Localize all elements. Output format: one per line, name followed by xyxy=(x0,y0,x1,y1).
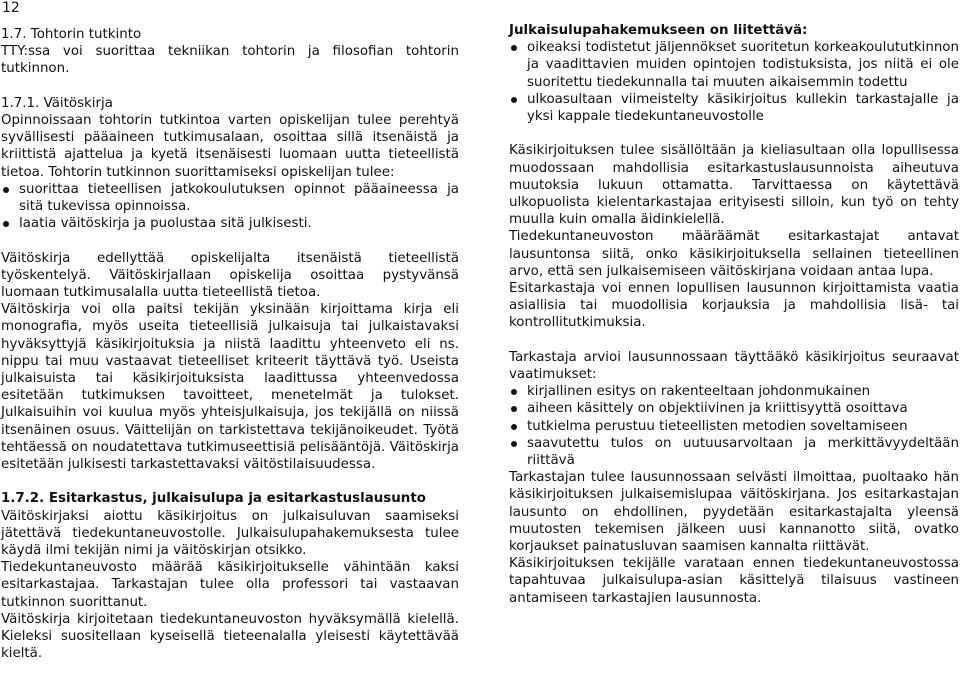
dissertation-paragraph-3: Väitöskirja voi olla paitsi tekijän yksinään kirjoittama kirja eli monografia, myös useita tieteellisiä julkaisuja tai julkaistavaksi hyväksyttyjä käsikirjoituksia ja niistä laadittu yhteenveto eli ns. nippu tai muu vastaavat tieteelliset kriteerit täyttävä työ. Useista julkaisuista tai käsikirjoituksista laadittussa yhteenvedossa esitetään tutkimuksen tavoitteet, menetelmät ja tulokset. Julkaisuihin voi kuulua myös yhteisjulkaisuja, jos tekijällä on niissä itsenäinen osuus. Väittelijän on tarkistettava tekijänoikeudet. Työtä tehtäessä on noudatettava tutkimuseettisiä pelisääntöjä. Väitöskirja esitetään julkisesti tarkastettavaksi väitöstilaisuudessa. xyxy=(1,302,459,473)
list-item: saavutettu tulos on uutuusarvoltaan ja merkittävyydeltään riittävä xyxy=(509,435,959,469)
list-item: suorittaa tieteellisen jatkokoulutuksen opinnot pääaineessa ja sitä tukevissa opinnoissa. xyxy=(1,181,459,215)
evaluation-criteria-list xyxy=(509,383,959,469)
doctorate-intro: TTY:ssa voi suorittaa tekniikan tohtorin ja filosofian tohtorin tutkinnon. xyxy=(1,44,459,77)
section-heading-pre-examination: 1.7.2. Esitarkastus, julkaisulupa ja esitarkastuslausunto xyxy=(1,491,426,507)
attachments-heading: Julkaisulupahakemukseen on liitettävä: xyxy=(509,23,808,38)
statement-paragraph: Tarkastajan tulee lausunnossaan selvästi ilmoittaa, puoltaako hän käsikirjoituksen julkaisemislupaa väitöskirjana. Jos esitarkastajan lausunto on ehdollinen, pyydetään esitarkastajalta yleensä muutosten tekemisen jälkeen uusi kannanotto siitä, ovatko korjaukset painatusluvan saamisen kannalta riittävät. xyxy=(509,470,959,555)
attachments-list xyxy=(509,39,959,125)
manuscript-paragraph-3: Esitarkastaja voi ennen lopullisen lausunnon kirjoittamista vaatia asiallisia tai muodollisia korjauksia ja mahdollisia lisä- tai kontrollitutkimuksia. xyxy=(509,281,959,331)
requirements-list xyxy=(1,181,459,233)
list-item: tutkielma perustuu tieteellisten metodien soveltamiseen xyxy=(509,418,959,435)
response-paragraph: Käsikirjoituksen tekijälle varataan ennen tiedekuntaneuvostossa tapahtuvaa julkaisulupa-asian käsittelyä tilaisuus vastineen antamiseen tarkastajien lausunnosta. xyxy=(509,556,959,606)
list-item: oikeaksi todistetut jäljennökset suoritetun korkeakoulututkinnon ja vaadittavien muiden opintojen todistuksista, jos niitä ei ole suoritettu tiedekunnalla tai muuten aikaisemmin todettu xyxy=(509,39,959,91)
page-number: 12 xyxy=(2,0,20,16)
list-item: aiheen käsittely on objektiivinen ja kriittisyyttä osoittava xyxy=(509,400,959,417)
dissertation-paragraph-1: Opinnoissaan tohtorin tutkintoa varten opiskelijan tulee perehtyä syvällisesti pääaineen tutkimusalaan, osoittaa sillä itsenäistä ja kriittistä ajattelua ja kyetä itsenäisesti luomaan uutta tieteellistä tietoa. Tohtorin tutkinnon suorittamiseksi opiskelijan tulee: xyxy=(1,113,459,180)
manuscript-paragraph-1: Käsikirjoituksen tulee sisällöltään ja kieliasultaan olla lopullisessa muodossaan mahdollisia esitarkastuslausunnoista aiheutuva muutoksia lukuun ottamatta. Tarvittaessa on käytettävä ulkopuolista kielentarkastajaa erityisesti silloin, kun työ on tehty muulla kuin omalla äidinkielellä. xyxy=(509,143,959,228)
pre-exam-paragraph-2: Tiedekuntaneuvosto määrää käsikirjoitukselle vähintään kaksi esitarkastajaa. Tarkastajan tulee olla professori tai vastaavan tutkinnon suorittanut. xyxy=(1,560,459,610)
pre-exam-paragraph-1: Väitöskirjaksi aiottu käsikirjoitus on julkaisuluvan saamiseksi jätettävä tiedekuntaneuvostolle. Julkaisulupahakemuksesta tulee käydä ilmi tekijän nimi ja väitöskirjan otsikko. xyxy=(1,508,459,559)
evaluation-paragraph: Tarkastaja arvioi lausunnossaan täyttääkö käsikirjoitus seuraavat vaatimukset: xyxy=(509,349,959,383)
list-item: kirjallinen esitys on rakenteeltaan johdonmukainen xyxy=(509,383,959,400)
pre-exam-paragraph-3: Väitöskirja kirjoitetaan tiedekuntaneuvoston hyväksymällä kielellä. Kieleksi suositellaan kyseisellä tieteenalalla yleisesti käytettävää kieltä. xyxy=(1,611,459,662)
section-heading-dissertation: 1.7.1. Väitöskirja xyxy=(1,95,113,111)
dissertation-paragraph-2: Väitöskirja edellyttää opiskelijalta itsenäistä tieteellistä työskentelyä. Väitöskirjallaan opiskelija osoittaa pystyvänsä luomaan tutkimusalalla uutta tieteellistä tietoa. xyxy=(1,250,459,301)
left-column xyxy=(1,26,459,662)
list-item: ulkoasultaan viimeistelty käsikirjoitus kullekin tarkastajalle ja yksi kappale tiedekuntaneuvostolle xyxy=(509,91,959,125)
section-heading-doctorate: 1.7. Tohtorin tutkinto xyxy=(1,27,142,42)
right-column xyxy=(509,22,959,607)
manuscript-paragraph-2: Tiedekuntaneuvoston määräämät esitarkastajat antavat lausuntonsa siitä, onko käsikirjoituksella sellainen tieteellinen arvo, että sen julkaisemiseen väitöskirjana voidaan antaa lupa. xyxy=(509,229,959,279)
list-item: laatia väitöskirja ja puolustaa sitä julkisesti. xyxy=(1,215,459,232)
